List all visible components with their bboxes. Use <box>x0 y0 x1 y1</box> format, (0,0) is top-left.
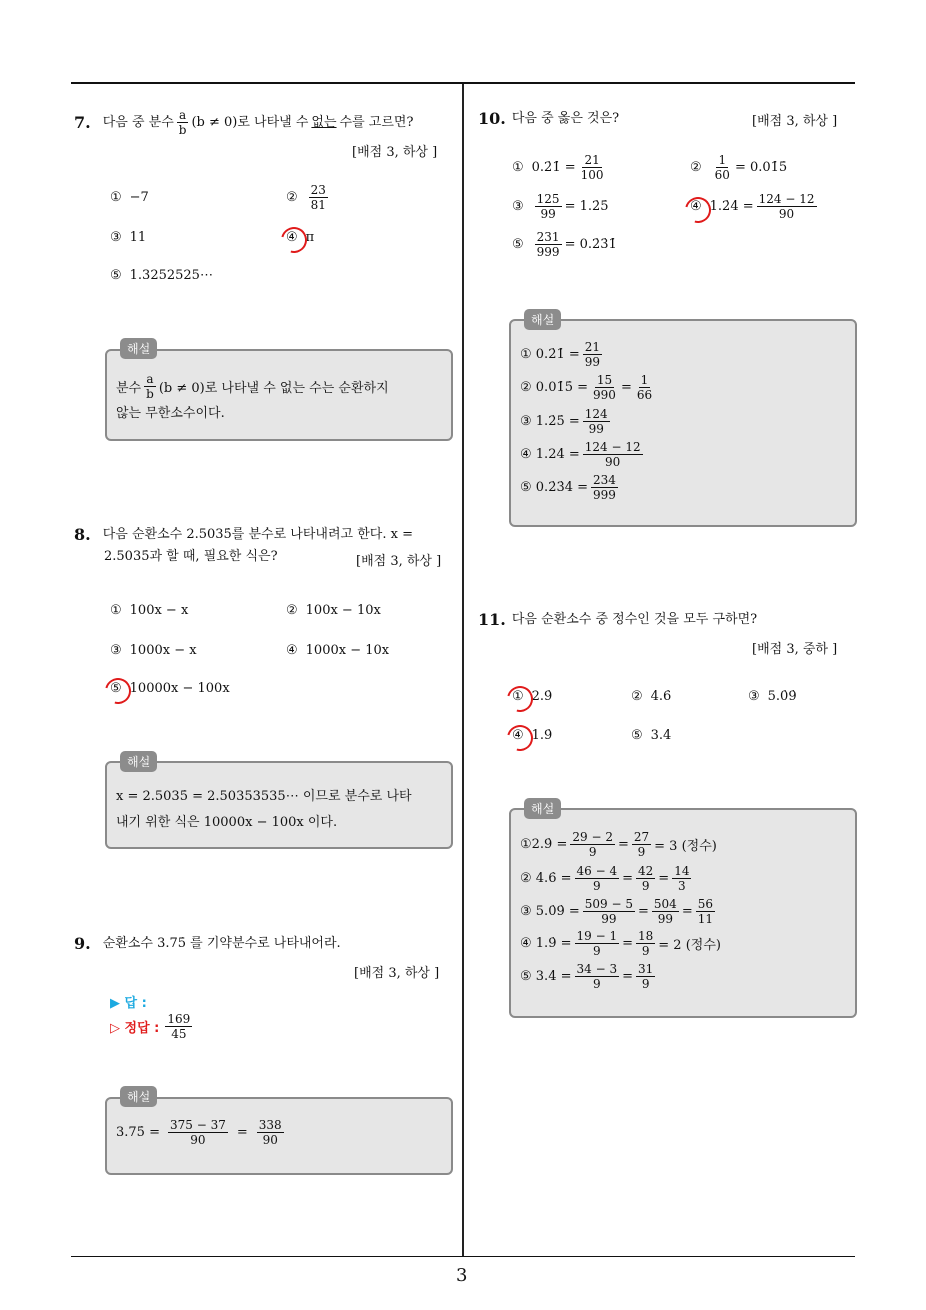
question-number: 9. <box>74 934 91 953</box>
solution-line: ④ 1.9̇ = $\frac{19 - 1}{9}$ = $\frac{18}{9}$ = 2 (정수) <box>520 929 721 958</box>
solution-tag: 해설 <box>120 751 157 772</box>
option-5[interactable]: ⑤ 3.4̇ <box>631 728 672 743</box>
answer-mark-icon <box>502 720 538 756</box>
option-1[interactable]: ① −7 <box>110 190 149 205</box>
page-number: 3 <box>456 1265 468 1286</box>
score-meta: [배점 3, 하상 ] <box>356 554 442 569</box>
question-text: 2.5035̇과 할 때, 필요한 식은? <box>104 549 278 564</box>
solution-line: ② 0.01̇5̇ = $\frac{15}{990}$ = $\frac{1}{66}$ <box>520 373 653 402</box>
option-3[interactable]: ③ $\frac{125}{99}$ = 1.2̇5̇ <box>512 192 609 221</box>
option-1[interactable]: ① 0.2̇1̇ = $\frac{21}{100}$ <box>512 153 604 182</box>
question-text: 수를 고르면? <box>339 114 414 130</box>
question-number: 8. <box>74 525 91 544</box>
question-text: 다음 순환소수 2.5035̇를 분수로 나타내려고 한다. x = <box>102 527 413 542</box>
solution-line: ② 4.6̇ = $\frac{46 - 4}{9}$ = $\frac{42}{9}$ = $\frac{14}{3}$ <box>520 864 690 893</box>
bottom-rule <box>71 1256 855 1257</box>
solution-line: ⑤ 3.4̇ = $\frac{34 - 3}{9}$ = $\frac{31}{9}$ <box>520 962 654 991</box>
option-5[interactable]: ⑤ $\frac{231}{999}$ = 0.2̇3̇1̇ <box>512 230 617 259</box>
option-2[interactable]: ② $\frac{1}{60}$ = 0.01̇5̇ <box>690 153 788 182</box>
option-4[interactable]: ④ π <box>286 230 315 245</box>
option-2[interactable]: ② 4.6̇ <box>631 689 672 704</box>
solution-line: 않는 무한소수이다. <box>116 406 225 421</box>
answer-mark-icon <box>502 681 538 717</box>
solution-tag: 해설 <box>120 1086 157 1107</box>
answer-mark-icon <box>276 222 315 258</box>
score-meta: [배점 3, 하상 ] <box>752 114 838 129</box>
solution-line: ④ 1.24̇ = $\frac{124 - 12}{90}$ <box>520 440 641 469</box>
question-number: 7. <box>74 112 91 132</box>
question-9 <box>74 933 341 955</box>
column-divider <box>462 84 464 1256</box>
question-number: 10. <box>478 109 506 128</box>
solution-line: 분수 $\frac{a}{b}$ (b ≠ 0)로 나타낼 수 없는 수는 순환하지 <box>116 372 389 401</box>
solution-line: 3.75̇ = $\frac{375 - 37}{90}$ = $\frac{338}{90}$ <box>116 1118 282 1147</box>
question-text: 다음 중 분수 <box>102 114 174 130</box>
solution-line: ① 0.2̇1̇ = $\frac{21}{99}$ <box>520 340 601 369</box>
question-7 <box>74 108 456 137</box>
option-2[interactable]: ② $\frac{23}{81}$ <box>286 183 326 212</box>
question-10 <box>478 108 619 130</box>
option-3[interactable]: ③ 1000x − x <box>110 643 197 658</box>
option-1[interactable]: ① 100x − x <box>110 603 189 618</box>
solution-tag: 해설 <box>524 309 561 330</box>
question-text: 다음 중 옳은 것은? <box>511 111 620 126</box>
question-11 <box>478 609 757 631</box>
option-3[interactable]: ③ 5.0̇9̇ <box>748 689 797 704</box>
option-5[interactable]: ⑤ 10000x − 100x <box>110 681 230 696</box>
question-text: (b ≠ 0)로 나타낼 수 <box>191 114 309 130</box>
option-3[interactable]: ③ 11 <box>110 230 147 245</box>
solution-line: 내기 위한 식은 10000x − 100x 이다. <box>116 815 338 830</box>
solution-line: ③ 1.2̇5̇ = $\frac{124}{99}$ <box>520 407 608 436</box>
correct-answer: ▷ 정답 : $\frac{169}{45}$ <box>110 1012 191 1041</box>
option-4[interactable]: ④ 1.2̇4̇ = $\frac{124 - 12}{90}$ <box>690 192 815 221</box>
score-meta: [배점 3, 하상 ] <box>354 966 440 981</box>
option-5[interactable]: ⑤ 1.3252525⋯ <box>110 268 213 283</box>
option-4[interactable]: ④ 1.9̇ <box>512 728 553 743</box>
question-text: 다음 순환소수 중 정수인 것을 모두 구하면? <box>511 612 758 627</box>
solution-line: ①2.9̇ = $\frac{29 - 2}{9}$ = $\frac{27}{9}$ = 3 (정수) <box>520 830 717 859</box>
solution-tag: 해설 <box>120 338 157 359</box>
score-meta: [배점 3, 하상 ] <box>352 145 438 160</box>
answer-mark-icon <box>100 673 136 709</box>
solution-tag: 해설 <box>524 798 561 819</box>
solution-box <box>105 761 453 849</box>
option-2[interactable]: ② 100x − 10x <box>286 603 381 618</box>
score-meta: [배점 3, 중하 ] <box>752 642 838 657</box>
question-text: 순환소수 3.75̇ 를 기약분수로 나타내어라. <box>102 936 341 951</box>
underlined-word: 없는 <box>311 114 337 130</box>
option-1[interactable]: ① 2.9̇ <box>512 689 553 704</box>
solution-line: x = 2.5035̇ = 2.50353535⋯ 이므로 분수로 나타 <box>116 789 412 804</box>
option-4[interactable]: ④ 1000x − 10x <box>286 643 390 658</box>
answer-label: ▶ 답 : <box>110 996 147 1011</box>
solution-line: ③ 5.0̇9̇ = $\frac{509 - 5}{99}$ = $\frac{504}{99}$ = $\frac{56}{11}$ <box>520 897 713 926</box>
question-number: 11. <box>478 610 506 629</box>
solution-line: ⑤ 0.2̇3̇4̇ = $\frac{234}{999}$ <box>520 473 616 502</box>
fraction: $\frac{a}{b}$ <box>178 108 187 137</box>
